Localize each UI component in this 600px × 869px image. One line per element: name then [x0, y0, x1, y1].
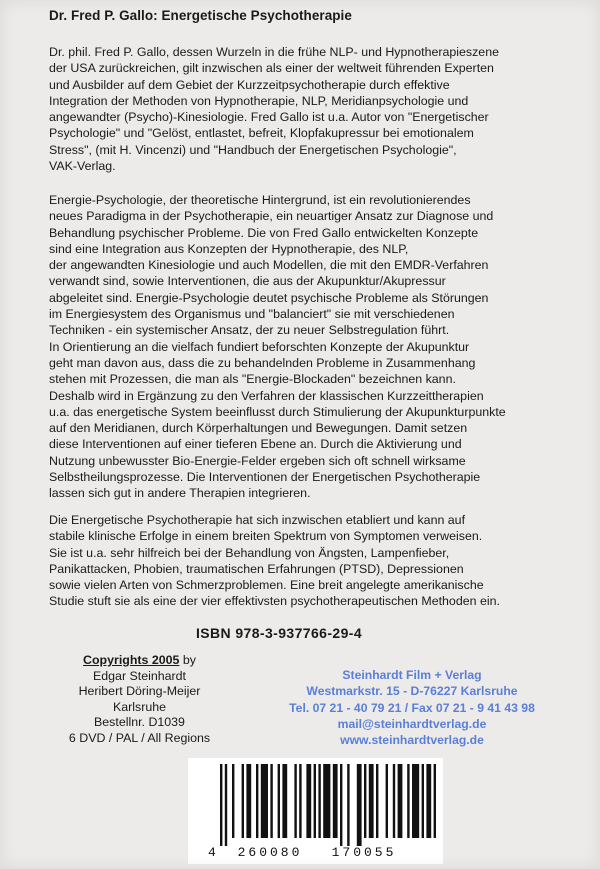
copyright-by: by [179, 653, 196, 667]
order-number: Bestellnr. D1039 [94, 715, 185, 729]
barcode-bar [225, 764, 227, 846]
publisher-website-link[interactable]: www.steinhardtverlag.de [340, 733, 484, 748]
barcode-bar [333, 764, 338, 838]
barcode-bar [282, 764, 287, 838]
barcode-bar [386, 764, 388, 838]
barcode-bar [426, 764, 431, 838]
cover-title: Dr. Fred P. Gallo: Energetische Psychotherapie [49, 8, 352, 23]
barcode-bar [393, 764, 395, 838]
author-bio-paragraph: Dr. phil. Fred P. Gallo, dessen Wurzeln in die frühe NLP- und Hypnotherapieszene der USA zurückreichen, gilt inzwischen als einer der weltweit führenden Experten und Ausbilder auf dem Gebiet der Kurzzeitpsychotherapie durch effektive Integration der Methoden von Hypnotherapie, NLP, Meridianpsychologie und angewandter (Psycho)-Kinesiologie. Fred Gallo ist u.a. Autor von "Energetischer Psychologie" und "Gelöst, entlastet, befreit, Klopfakupressur bei emotionalem Stress", (mit H. Vincenzi) und "Handbuch der Energetischen Psychologie", VAK-Verlag. [49, 45, 499, 174]
copyright-city: Karlsruhe [112, 699, 167, 714]
barcode-bar [270, 764, 272, 838]
copyright-heading-line [52, 653, 227, 669]
barcode-bar [422, 764, 424, 838]
barcode-bar [323, 764, 330, 838]
barcode-bar [347, 764, 349, 846]
barcode-digits-left: 260080 [237, 845, 303, 860]
barcode-bar [369, 764, 374, 838]
copyright-block [52, 653, 227, 746]
publisher-name: Steinhardt Film + Verlag [342, 668, 482, 682]
barcode-bar [246, 764, 251, 838]
barcode [188, 758, 443, 864]
barcode-bar [261, 764, 268, 838]
barcode-bar [412, 764, 419, 838]
isbn-number: ISBN 978-3-937766-29-4 [196, 625, 363, 641]
barcode-bar [294, 764, 296, 838]
barcode-bar [434, 764, 436, 838]
barcode-bar [318, 764, 320, 838]
barcode-bar [232, 764, 234, 838]
barcode-bar [407, 764, 409, 838]
copyright-author-2: Heribert Döring-Meijer [78, 684, 201, 698]
barcode-bar [220, 764, 222, 846]
barcode-bar [306, 764, 311, 838]
clinical-results-paragraph: Die Energetische Psychotherapie hat sich inzwischen etabliert und kann auf stabile klinische Erfolge in einem breiten Spektrum von Symptomen verweisen. Sie ist u.a. sehr hilfreich bei der Behandlung von Ängsten, Lampenfieber, Panikattacken, Phobien, traumatischen Erfahrungen (PTSD), Depressionen sowie vielen Arten von Schmerzproblemen. Eine breit angelegte amerikanische Studie stuft sie als eine der vier effektivsten psychotherapeutischen Methoden ein. [49, 513, 500, 609]
format-info: 6 DVD / PAL / All Regions [68, 730, 211, 745]
publisher-address: Westmarkstr. 15 - D-76227 Karlsruhe [306, 684, 518, 699]
publisher-phone-fax: Tel. 07 21 - 40 79 21 / Fax 07 21 - 9 41 43 98 [289, 700, 535, 715]
barcode-bar [357, 764, 362, 846]
copyright-author-1: Edgar Steinhardt [93, 668, 186, 683]
barcode-bar [242, 764, 244, 838]
barcode-bar [376, 764, 378, 838]
barcode-bar [398, 764, 403, 838]
barcode-bars [220, 764, 443, 846]
barcode-graphic [188, 758, 443, 864]
barcode-bar [364, 764, 366, 838]
barcode-bar [299, 764, 301, 838]
publisher-block [282, 667, 542, 748]
energy-psychology-paragraph: Energie-Psychologie, der theoretische Hintergrund, ist ein revolutionierendes neues Paradigma in der Psychotherapie, ein neuartiger Ansatz zur Diagnose und Behandlung psychischer Probleme. Die von Fred Gallo entwickelten Konzepte sind eine Integration aus Konzepten der Hypnotherapie, des NLP, der angewandten Kinesiologie und auch Modellen, die mit den EMDR-Verfahren verwandt sind, sowie Interventionen, die aus der Akupunktur/Akupressur abgeleitet sind. Energie-Psychologie deutet psychische Probleme als Störungen im Energiesystem des Organismus und "balanciert" sie mit verschiedenen Techniken - ein systemischer Ansatz, der zu neuer Selbstregulation führt. In Orientierung an die vielfach fundiert beforschten Konzepte der Akupunktur geht man davon aus, dass die zu behandelnden Probleme in Zusammenhang stehen mit Prozessen, die man als "Energie-Blockaden" bezeichnen kann. Deshalb wird in Ergänzung zu den Verfahren der klassischen Kurzzeittherapien u.a. das energetische System beeinflusst durch Stimulierung der Akupunkturpunkte auf den Meridianen, durch Körperhaltungen und Bewegungen. Damit setzen diese Interventionen auf einer tieferen Ebene an. Durch die Aktivierung und Nutzung unbewusster Bio-Energie-Felder ergeben sich oft schnell wirksame Selbstheilungsprozesse. Die Interventionen der Energetischen Psychotherapie lassen sich gut in andere Therapien integrieren. [49, 193, 506, 501]
copyright-heading: Copyrights 2005 [83, 653, 180, 667]
barcode-bar [278, 764, 280, 838]
publisher-email-link[interactable]: mail@steinhardtverlag.de [337, 716, 487, 731]
barcode-digits-right: 170055 [331, 845, 397, 860]
barcode-bar [314, 764, 316, 838]
barcode-digit-lead: 4 [208, 845, 216, 860]
barcode-bar [256, 764, 258, 838]
barcode-bar [340, 764, 342, 846]
